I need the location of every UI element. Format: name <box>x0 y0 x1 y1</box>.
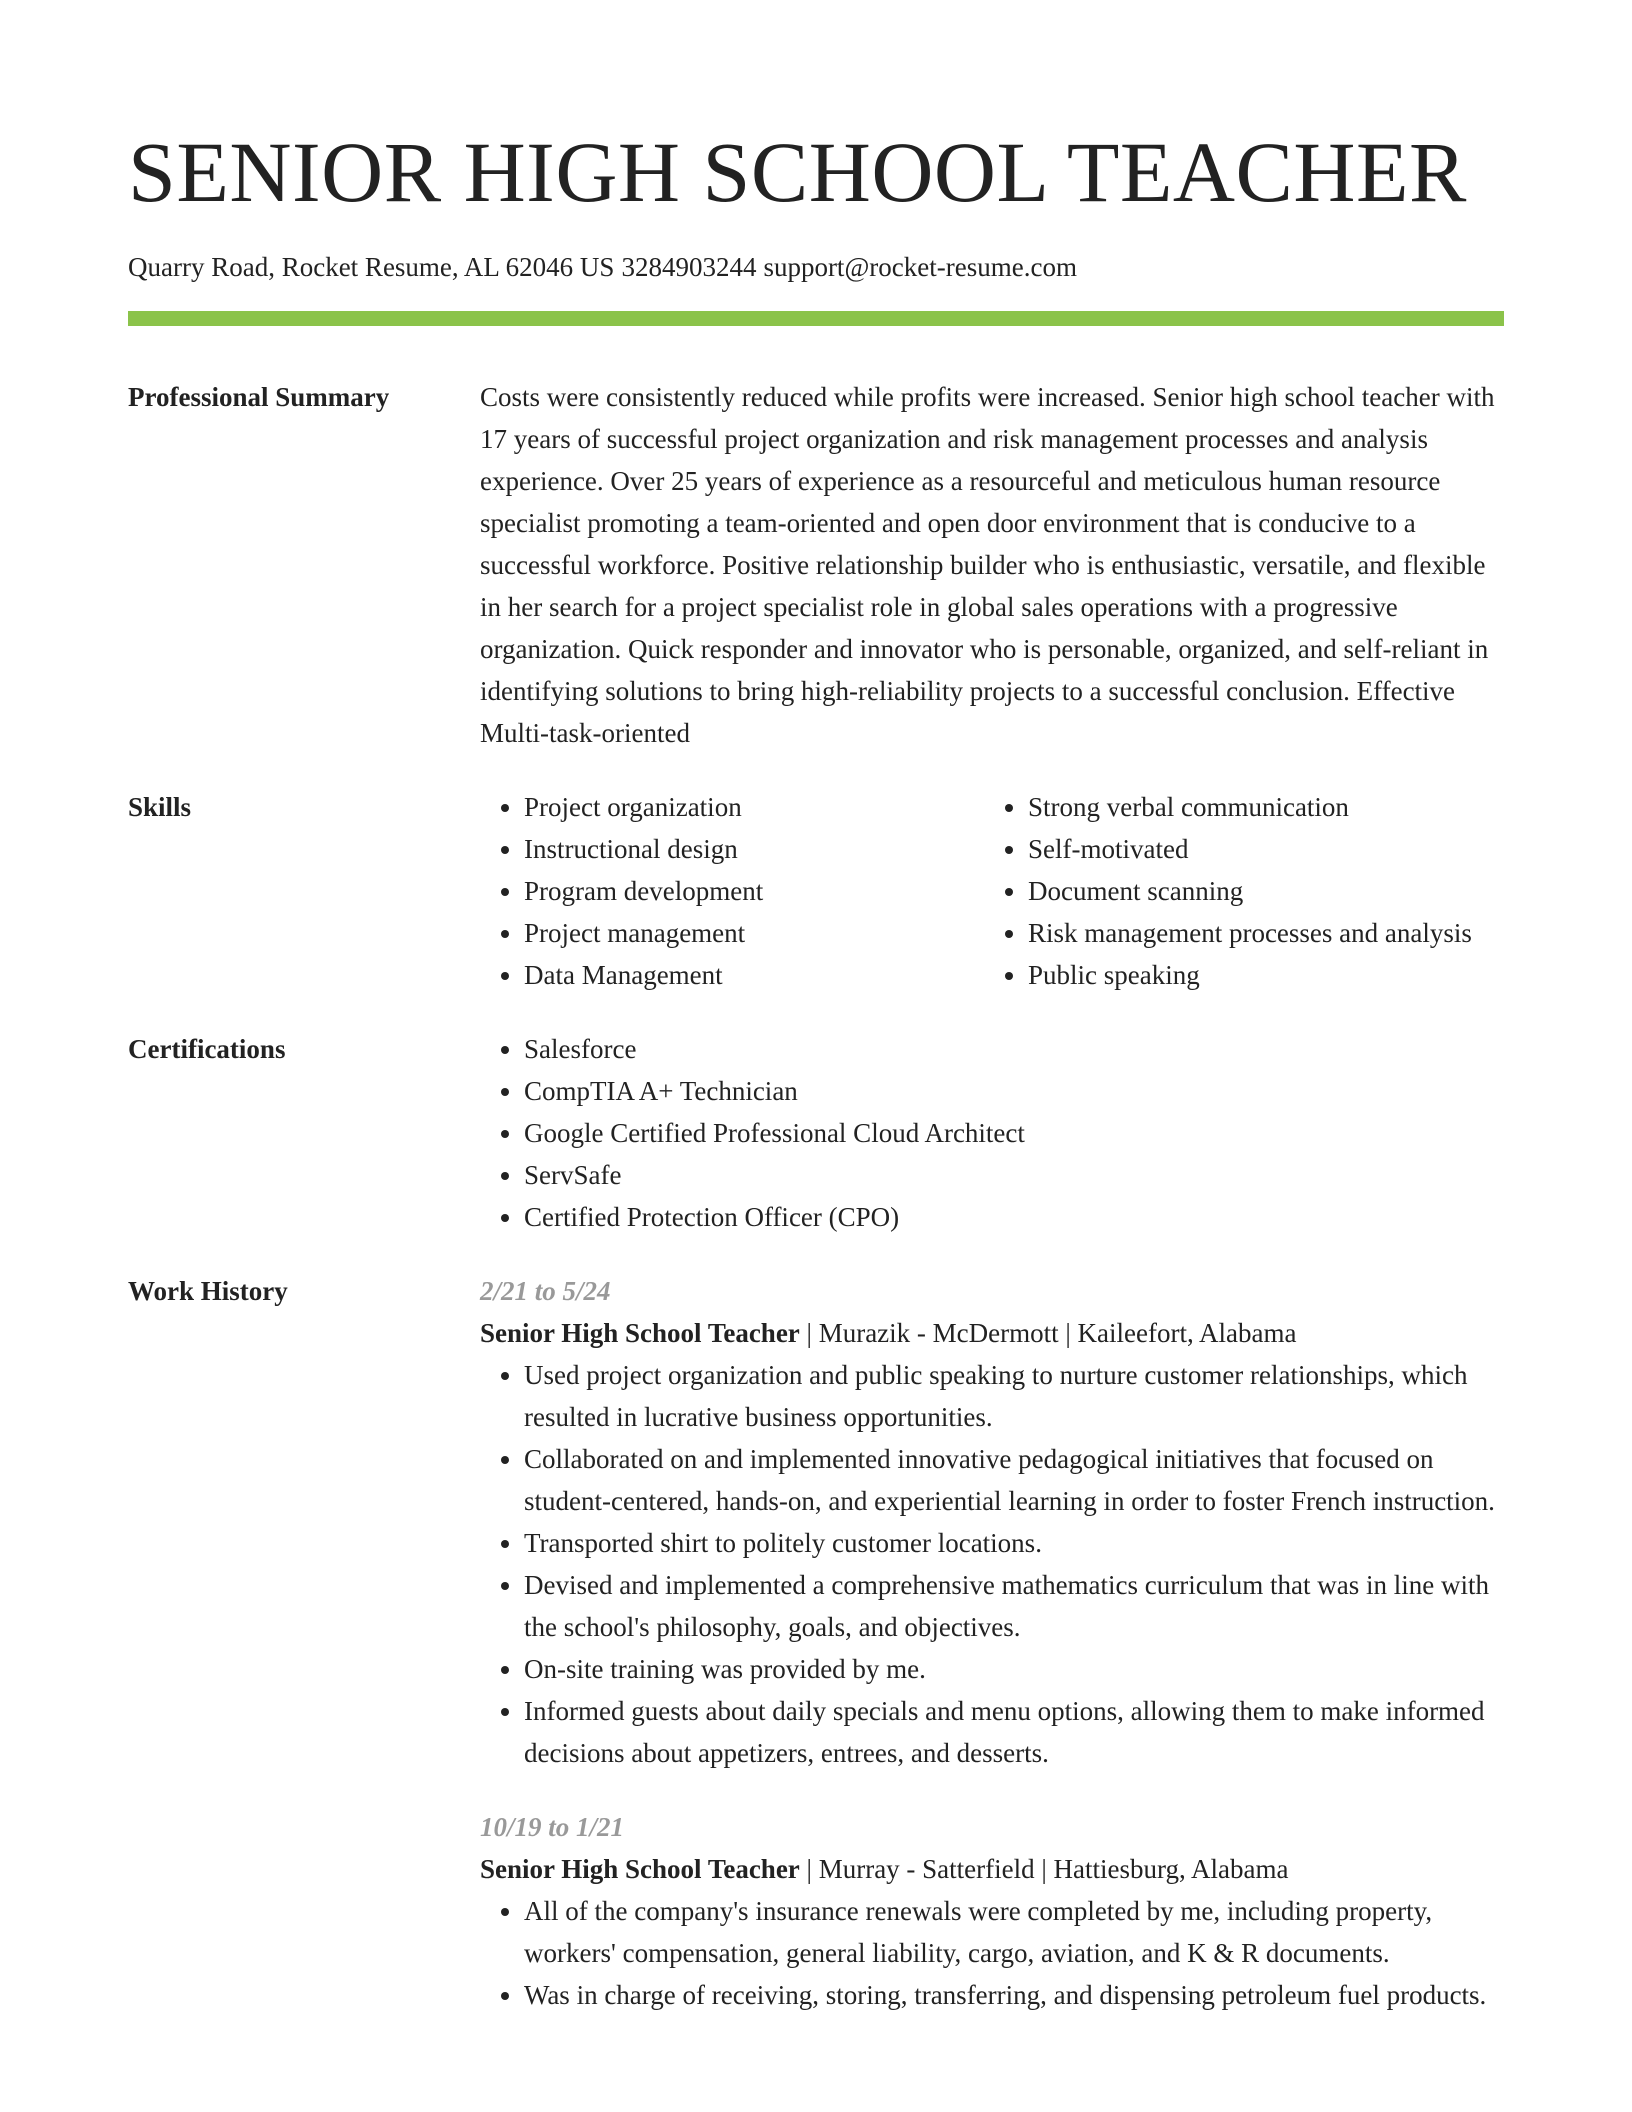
certification-item: • CompTIA A+ Technician <box>524 1070 1504 1112</box>
contact-email: support@rocket-resume.com <box>763 252 1077 282</box>
certifications-section <box>128 1028 1504 1238</box>
certifications-heading: Certifications <box>128 1034 286 1064</box>
work-history-heading: Work History <box>128 1276 288 1306</box>
certification-item: • Certified Protection Officer (CPO) <box>524 1196 1504 1238</box>
skills-heading: Skills <box>128 792 192 822</box>
job-entry <box>480 1806 1504 2016</box>
job-bullet: • On-site training was provided by me. <box>524 1648 1504 1690</box>
job-bullets <box>480 1354 1504 1774</box>
job-employer-location: | Murazik - McDermott | Kaileefort, Alabama <box>799 1318 1297 1348</box>
summary-heading: Professional Summary <box>128 382 390 412</box>
work-history-section <box>128 1270 1504 2016</box>
job-bullet: • Used project organization and public speaking to nurture customer relationships, which resulted in lucrative business opportunities. <box>524 1354 1504 1438</box>
job-dates: 2/21 to 5/24 <box>480 1276 611 1306</box>
job-bullet: • All of the company's insurance renewals were completed by me, including property, workers' compensation, general liability, cargo, aviation, and K & R documents. <box>524 1890 1504 1974</box>
contact-address: Quarry Road, Rocket Resume, AL 62046 US <box>128 252 615 282</box>
skills-list-left <box>480 786 984 996</box>
certifications-body <box>480 1028 1504 1238</box>
contact-phone: 3284903244 <box>621 252 757 282</box>
accent-divider <box>128 311 1504 326</box>
job-header <box>480 1848 1504 1890</box>
work-history-body <box>480 1270 1504 2016</box>
skill-item: • Strong verbal communication <box>1028 786 1472 828</box>
skills-body <box>480 786 1504 996</box>
contact-line <box>128 250 1504 284</box>
skill-item: • Risk management processes and analysis <box>1028 912 1472 954</box>
job-header <box>480 1312 1504 1354</box>
job-bullet: • Informed guests about daily specials and menu options, allowing them to make informed decisions about appetizers, entrees, and desserts. <box>524 1690 1504 1774</box>
skill-item: • Project management <box>524 912 984 954</box>
resume-page <box>128 0 1504 2016</box>
job-title: Senior High School Teacher <box>480 1318 800 1348</box>
certification-item: • ServSafe <box>524 1154 1504 1196</box>
job-bullet: • Collaborated on and implemented innovative pedagogical initiatives that focused on student-centered, hands-on, and experiential learning in order to foster French instruction. <box>524 1438 1504 1522</box>
skill-item: • Project organization <box>524 786 984 828</box>
skill-item: • Public speaking <box>1028 954 1472 996</box>
job-bullet: • Transported shirt to politely customer locations. <box>524 1522 1504 1564</box>
skills-columns <box>480 786 1504 996</box>
summary-text: Costs were consistently reduced while profits were increased. Senior high school teacher with 17 years of successful project organization and risk management processes and analysis experience. Over 25 years of experience as a resourceful and meticulous human resource specialist promoting a team-oriented and open door environment that is conducive to a successful workforce. Positive relationship builder who is enthusiastic, versatile, and flexible in her search for a project specialist role in global sales operations with a progressive organization. Quick responder and innovator who is personable, organized, and self-reliant in identifying solutions to bring high-reliability projects to a successful conclusion. Effective Multi-task-oriented <box>480 382 1495 748</box>
certifications-list <box>480 1028 1504 1238</box>
job-title: Senior High School Teacher <box>480 1854 800 1884</box>
resume-name: SENIOR HIGH SCHOOL TEACHER <box>128 124 1467 220</box>
certification-item: • Salesforce <box>524 1028 1504 1070</box>
job-dates: 10/19 to 1/21 <box>480 1812 625 1842</box>
job-bullets <box>480 1890 1504 2016</box>
skills-section <box>128 786 1504 996</box>
skill-item: • Data Management <box>524 954 984 996</box>
skill-item: • Program development <box>524 870 984 912</box>
skills-list-right <box>984 786 1472 996</box>
certification-item: • Google Certified Professional Cloud Architect <box>524 1112 1504 1154</box>
skill-item: • Self-motivated <box>1028 828 1472 870</box>
job-bullet: • Was in charge of receiving, storing, transferring, and dispensing petroleum fuel products. <box>524 1974 1504 2016</box>
job-bullet: • Devised and implemented a comprehensive mathematics curriculum that was in line with the school's philosophy, goals, and objectives. <box>524 1564 1504 1648</box>
summary-section <box>128 376 1504 754</box>
skill-item: • Instructional design <box>524 828 984 870</box>
skill-item: • Document scanning <box>1028 870 1472 912</box>
job-entry <box>480 1270 1504 1774</box>
job-employer-location: | Murray - Satterfield | Hattiesburg, Alabama <box>799 1854 1289 1884</box>
